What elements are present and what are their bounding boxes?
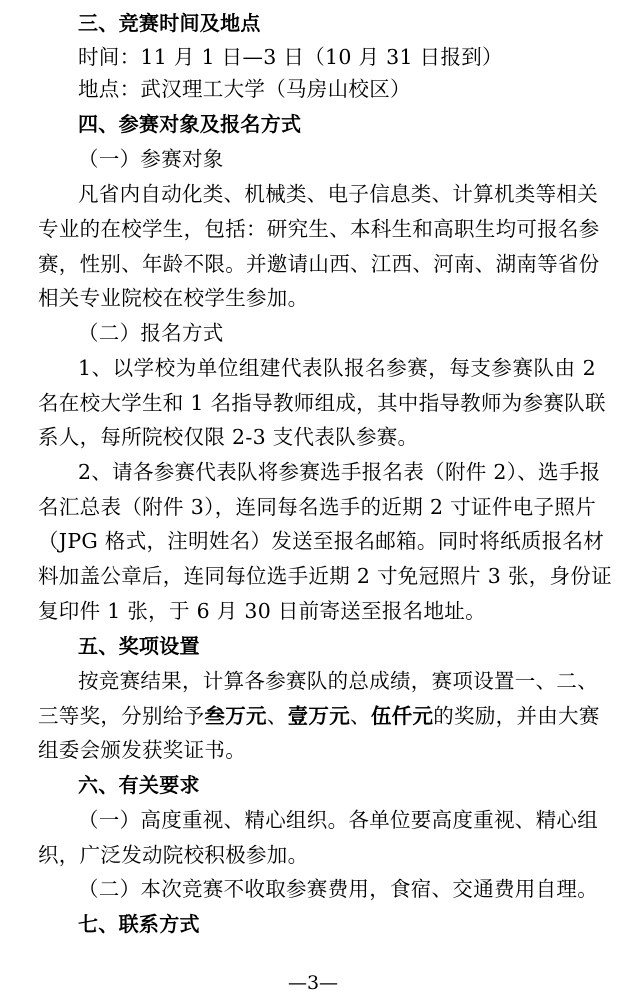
section4-sub2-title: （二）报名方式 [78, 321, 224, 345]
awards-line [38, 699, 600, 733]
section6-heading: 六、有关要求 [78, 773, 200, 797]
section4-heading: 四、参赛对象及报名方式 [78, 112, 302, 136]
section4-sub1-title: （一）参赛对象 [78, 147, 224, 171]
paragraph-line: 凡省内自动化类、机械类、电子信息类、计算机类等相关 [78, 182, 598, 206]
section7-heading: 七、联系方式 [78, 912, 200, 936]
page-number: —3— [287, 972, 339, 994]
section5-heading: 五、奖项设置 [78, 634, 200, 658]
prize-separator: 、 [350, 704, 371, 728]
paragraph-line: 组委会颁发获奖证书。 [38, 738, 246, 762]
prize-third: 伍仟元 [370, 704, 434, 728]
paragraph-line: 名在校大学生和 1 名指导教师组成，其中指导教师为参赛队联 [38, 391, 606, 415]
awards-text-pre: 三等奖，分别给予 [38, 704, 205, 728]
paragraph-line: 按竞赛结果，计算各参赛队的总成绩，赛项设置一、二、 [78, 669, 598, 693]
paragraph-line: 织，广泛发动院校积极参加。 [38, 843, 309, 867]
paragraph-line: （一）高度重视、精心组织。各单位要高度重视、精心组 [78, 808, 598, 832]
prize-first: 叁万元 [204, 704, 267, 728]
prize-second: 壹万元 [287, 704, 351, 728]
paragraph-line: 2、请各参赛代表队将参赛选手报名表（附件 2）、选手报 [78, 460, 601, 484]
section3-place: 地点：武汉理工大学（马房山校区） [78, 77, 411, 101]
paragraph-line: 料加盖公章后，连同每位选手近期 2 寸免冠照片 3 张，身份证 [38, 564, 612, 588]
section3-heading: 三、竞赛时间及地点 [78, 11, 261, 35]
paragraph-line: （二）本次竞赛不收取参赛费用，食宿、交通费用自理。 [78, 877, 598, 901]
paragraph-line: 相关专业院校在校学生参加。 [38, 286, 309, 310]
paragraph-line: 赛，性别、年龄不限。并邀请山西、江西、河南、湖南等省份 [38, 252, 600, 276]
paragraph-line: 1、以学校为单位组建代表队报名参赛，每支参赛队由 2 [78, 356, 596, 380]
paragraph-line: 名汇总表（附件 3），连同每名选手的近期 2 寸证件电子照片 [38, 495, 596, 519]
paragraph-line: 专业的在校学生，包括：研究生、本科生和高职生均可报名参 [38, 217, 600, 241]
paragraph-line: 复印件 1 张，于 6 月 30 日前寄送至报名地址。 [38, 599, 486, 623]
awards-text-post: 的奖励，并由大赛 [433, 704, 600, 728]
prize-separator: 、 [266, 704, 288, 728]
paragraph-line: （JPG 格式，注明姓名）发送至报名邮箱。同时将纸质报名材 [38, 529, 605, 553]
paragraph-line: 系人，每所院校仅限 2-3 支代表队参赛。 [38, 425, 419, 449]
section3-time: 时间：11 月 1 日—3 日（10 月 31 日报到） [78, 45, 503, 69]
